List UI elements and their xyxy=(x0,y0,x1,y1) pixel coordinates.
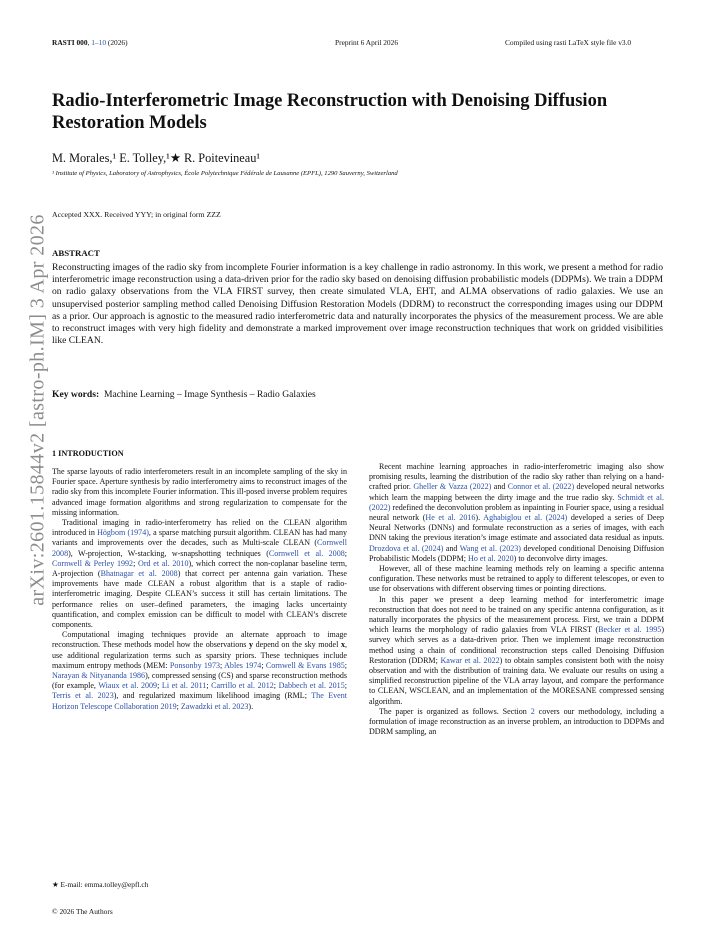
intro-paragraph: The paper is organized as follows. Section 2 covers our methodology, including a formulation of image reconstruction as an inverse problem, an introduction to DDPMs and DDRM sampling, an xyxy=(369,706,664,737)
footnote-email: ★ E-mail: emma.tolley@epfl.ch xyxy=(52,880,149,889)
abstract-text: Reconstructing images of the radio sky from incomplete Fourier information is a key challenge in radio astronomy. In this work, we present a method for radio interferometric image reconstruction using a data-driven prior for the radio sky based on denoising diffusion probabilistic models (DDPMs). We train a DDPM on radio galaxy observations from the VLA FIRST survey, then create simulated VLA, EHT, and ALMA observations of radio galaxies. We use an unsupervised posterior sampling method called Denoising Diffusion Restoration Models (DDRM) to reconstruct the corresponding images using our DDPM as a prior. Our approach is agnostic to the measured radio interferometric data and naturally incorporates the physics of the measurement process. We are able to reconstruct images with very high fidelity and demonstrate a marked improvement over image reconstruction techniques that work on gridded visibilities like CLEAN. xyxy=(52,262,663,347)
intro-paragraph: Traditional imaging in radio-interferometry has relied on the CLEAN algorithm introduced in Högbom (1974), a sparse matching pursuit algorithm. CLEAN has had many variants and improvements over the decades, such as Multi-scale CLEAN (Cornwell 2008), W-projection, W-stacking, w-snapshotting techniques (Cornwell et al. 2008; Cornwell & Perley 1992; Ord et al. 2010), which correct the non-coplanar baseline term, A-projection (Bhatnagar et al. 2008) that correct per antenna gain variation. These improvements have made CLEAN a robust algorithm that is a staple of radio-interferometric imaging. Despite CLEAN’s success it still has certain limitations. The performance relies on user–defined parameters, the imaging lacks uncertainty quantification, and complex emission can be difficult to model with CLEAN’s discrete components. xyxy=(52,518,348,630)
page-range-link[interactable]: 1–10 xyxy=(91,38,107,47)
arxiv-stamp: arXiv:2601.15844v2 [astro-ph.IM] 3 Apr 2026 xyxy=(26,214,49,606)
intro-left-column xyxy=(52,467,347,712)
intro-paragraph: Computational imaging techniques provide an alternate approach to image reconstruction. These methods model how the observations y depend on the sky model x, use additional regularization terms such as sparsity priors. These techniques include maximum entropy methods (MEM: Ponsonby 1973; Ables 1974; Cornwell & Evans 1985; Narayan & Nityananda 1986), compressed sensing (CS) and sparse reconstruction methods (for example, Wiaux et al. 2009; Li et al. 2011; Carrillo et al. 2012; Dabbech et al. 2015; Terris et al. 2023), and regularized maximum likelihood imaging (RML; The Event Horizon Telescope Collaboration 2019; Zawadzki et al. 2023). xyxy=(52,630,348,711)
section-heading-introduction: 1 INTRODUCTION xyxy=(52,449,124,458)
intro-paragraph: However, all of these machine learning methods rely on learning a specific antenna configuration. These networks must be retrained to apply to different telescopes, or even to use for observations with different observing times or pointing directions. xyxy=(369,564,664,594)
accepted-line: Accepted XXX. Received YYY; in original form ZZZ xyxy=(52,210,221,219)
author-affiliation: ¹ Institute of Physics, Laboratory of Astrophysics, École Polytechnique Fédérale de Lausanne (EPFL), 1290 Sauverny, Switzerland xyxy=(52,170,398,177)
keywords: Key words: Machine Learning – Image Synthesis – Radio Galaxies xyxy=(52,389,316,400)
paper-title: Radio-Interferometric Image Reconstruction with Denoising Diffusion Restoration Models xyxy=(52,91,608,133)
intro-right-column xyxy=(369,462,664,737)
running-header-preprint: Preprint 6 April 2026 xyxy=(335,38,399,47)
author-list: M. Morales,¹ E. Tolley,¹★ R. Poitevineau¹ xyxy=(52,151,261,165)
intro-paragraph: Recent machine learning approaches in radio-interferometric imaging also show promising results, learning the distribution of the radio sky rather than relying on a hand-crafted prior. Gheller & Vazza (2022) and Connor et al. (2022) developed neural networks which learn the mapping between the dirty image and the true radio sky. Schmidt et al. (2022) redefined the deconvolution problem as inpainting in Fourier space, using a residual neural network (He et al. 2016). Aghabiglou et al. (2024) developed a series of Deep Neural Networks (DNNs) and formulate reconstruction as a series of images, with each DNN taking the previous iteration’s image estimate and associated data residual as inputs. Drozdova et al. (2024) and Wang et al. (2023) developed conditional Denoising Diffusion Probabilistic Models (DDPM; Ho et al. 2020) to deconvolve dirty images. xyxy=(369,462,665,563)
copyright-notice: © 2026 The Authors xyxy=(52,907,113,916)
abstract-heading: ABSTRACT xyxy=(52,248,100,258)
running-header-journal: RASTI 000, 1–10 (2026) xyxy=(52,38,128,47)
running-header-compiled: Compiled using rasti LaTeX style file v3.0 xyxy=(505,38,632,47)
intro-paragraph: The sparse layouts of radio interferometers result in an incomplete sampling of the sky in Fourier space. Aperture synthesis by radio interferometry aims to reconstruct images of the radio sky from this incomplete Fourier information. This ill-posed inverse problem requires advanced image formation algorithms and strong regularization to compensate for the missing information. xyxy=(52,467,347,517)
intro-paragraph: In this paper we present a deep learning method for interferometric image reconstruction that does not need to be trained on any specific antenna configuration, as it naturally incorporates the physics of the measurement process. First, we train a DDPM which learns the morphology of radio galaxies from VLA FIRST (Becker et al. 1995) survey which serves as a data-driven prior. Then we implement image reconstruction method using a chain of conditional reconstruction steps called Denoising Diffusion Restoration (DDRM; Kawar et al. 2022) to obtain samples consistent both with the noisy observation and with the distribution of training data. We evaluate our results on using a simplified reconstruction pipeline of the VLA array layout, and compare the performance to CLEAN, WSCLEAN, and an implementation of the MORESANE compressed sensing algorithm. xyxy=(369,594,665,706)
